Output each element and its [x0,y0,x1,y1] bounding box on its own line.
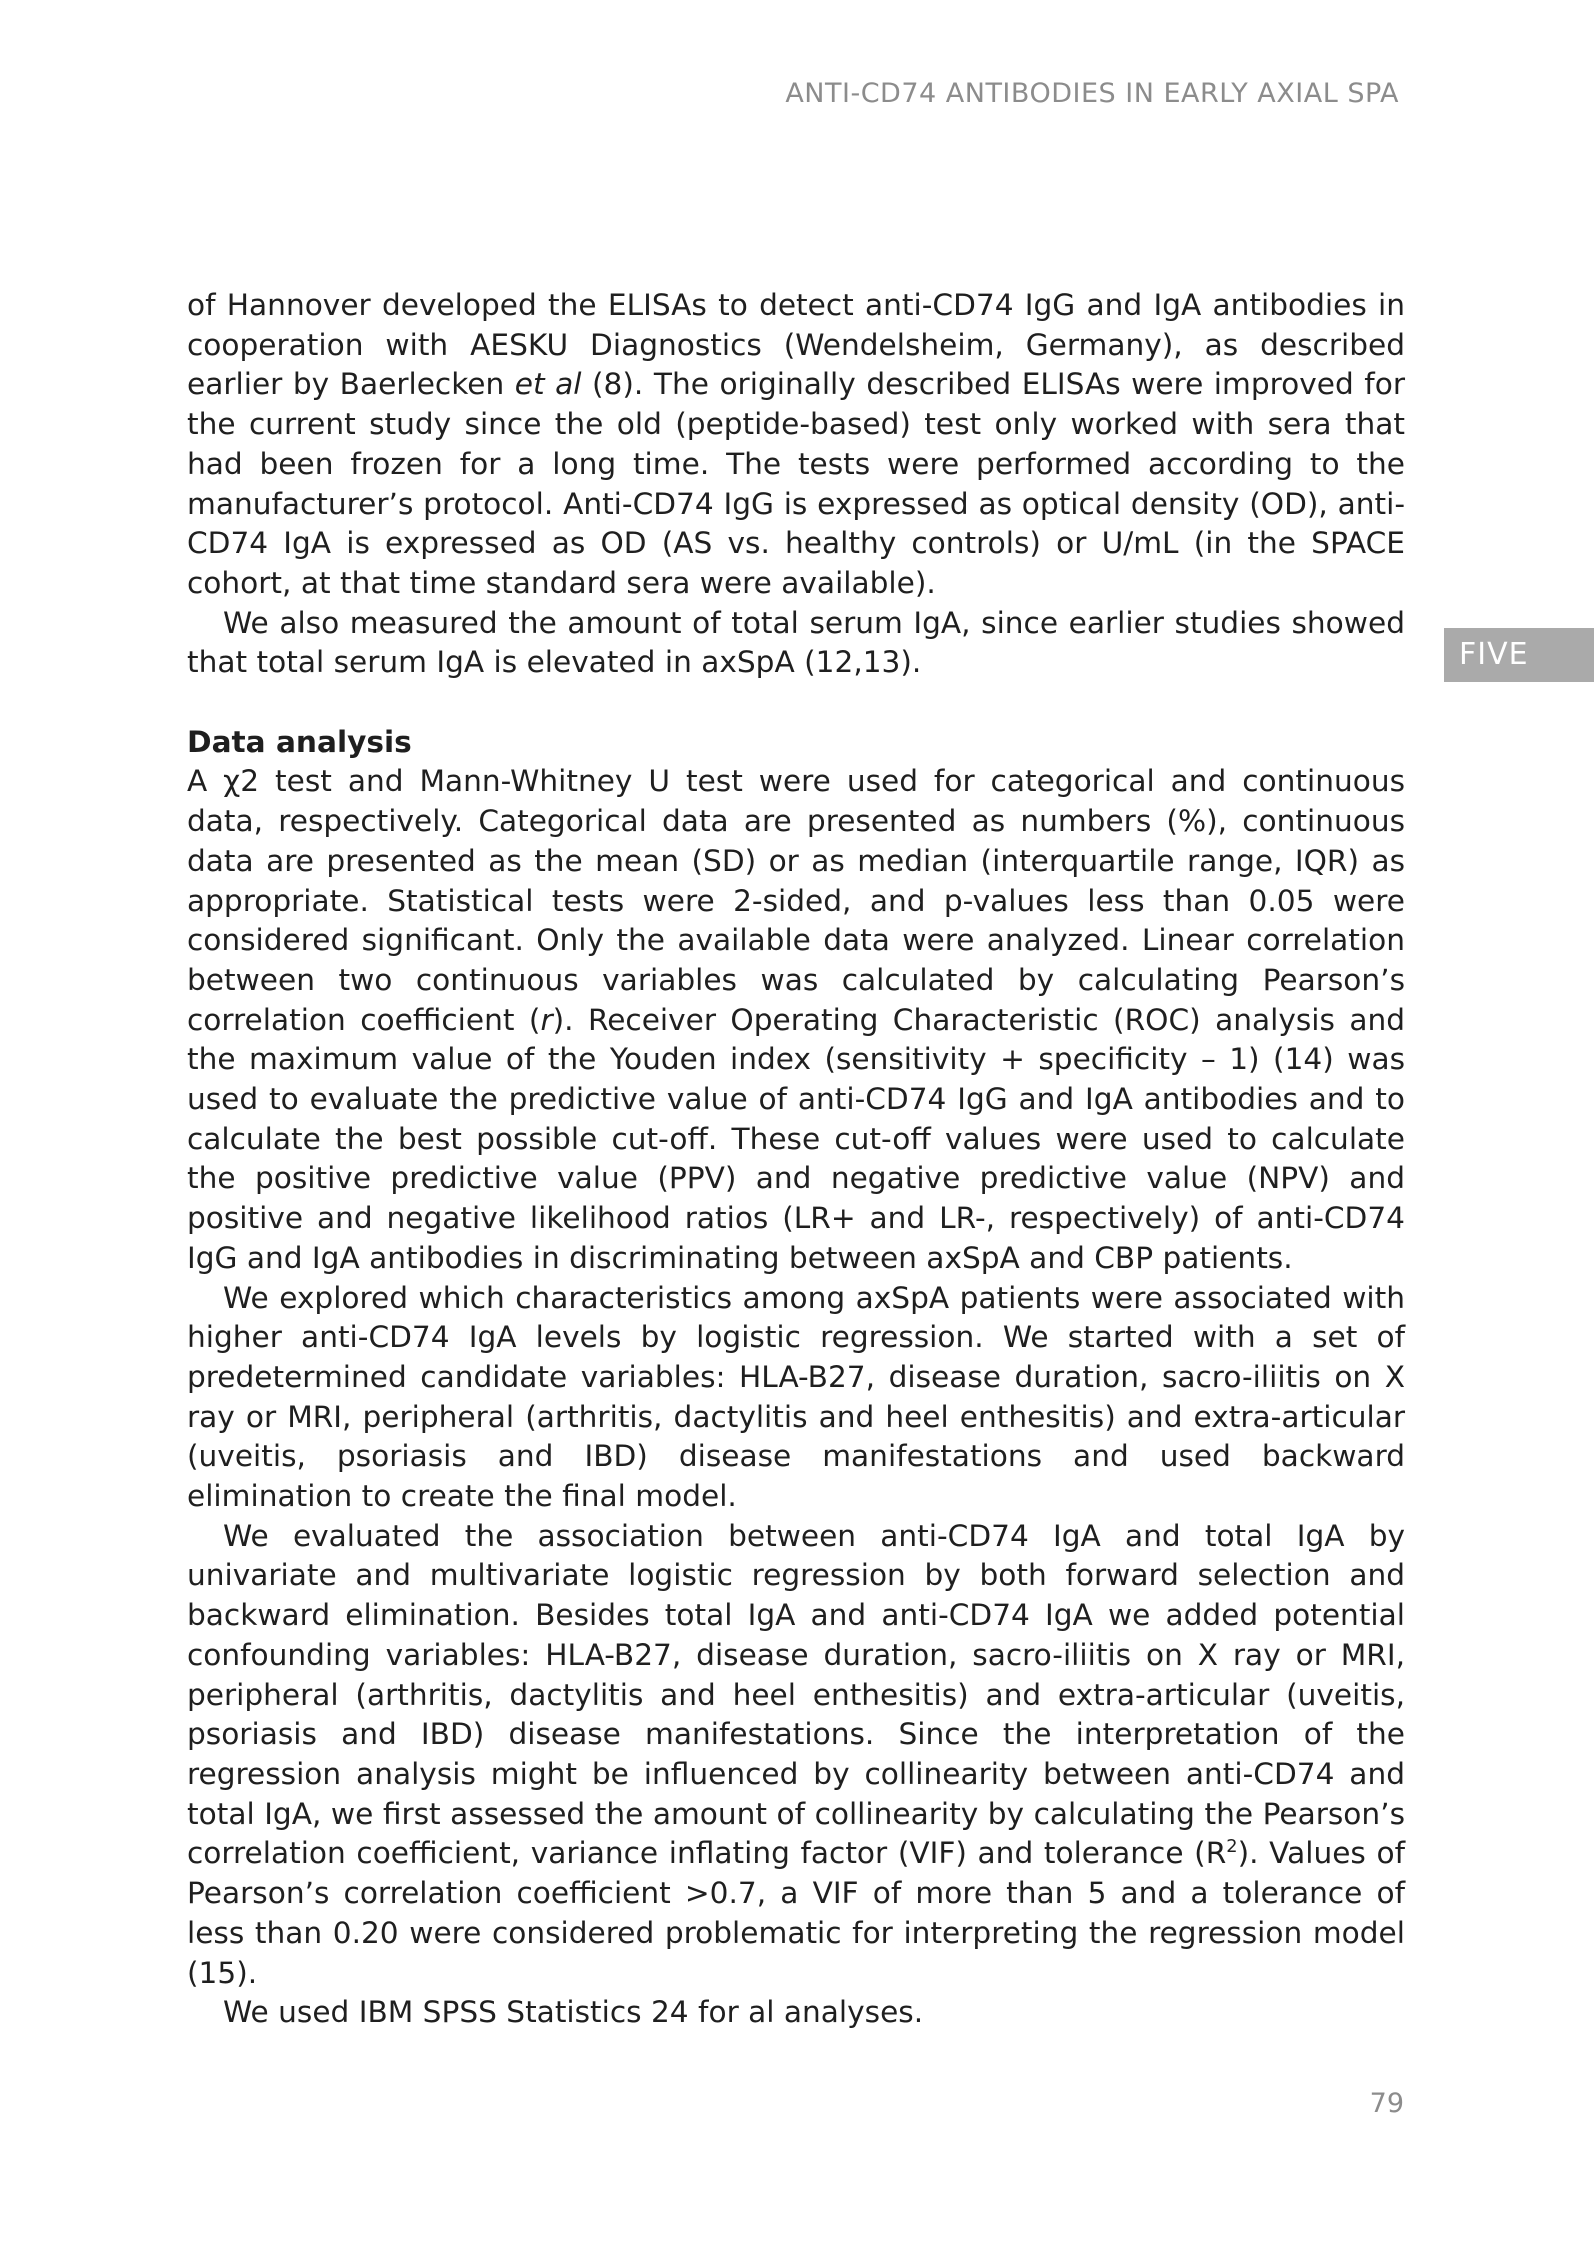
italic-text: r [540,1002,553,1037]
paragraph-text: of Hannover developed the ELISAs to detect anti-CD74 IgG and IgA antibodies in cooperation with AESKU Diagnostics (Wendelsheim, Germany), as described earlier by Baerlecken [187,288,1405,402]
paragraph-text: We evaluated the association between anti-CD74 IgA and total IgA by univariate and multivariate logistic regression by both forward selection and backward elimination. Besides total IgA and anti-CD74 IgA we added potential confounding variables: HLA-B27, disease duration, sacro-iliitis on X ray or MRI, peripheral (arthritis, dactylitis and heel enthesitis) and extra-articular (uveitis, psoriasis and IBD) disease manifestations. Since the interpretation of the regression analysis might be influenced by collinearity between anti-CD74 and total IgA, we first assessed the amount of collinearity by calculating the Pearson’s correlation coefficient, variance inflating factor (VIF) and tolerance (R [187,1518,1405,1871]
italic-text: et al [514,367,582,402]
page-number: 79 [1369,2088,1404,2119]
paragraph-text: A χ2 test and Mann-Whitney U test were used for categorical and continuous data, respectively. Categorical data are presented as numbers (%), continuous data are presented as the mean (SD) or as median (interquartile range, IQR) as appropriate. Statistical tests were 2-sided, and p-values less than 0.05 were considered significant. Only the available data were analyzed. Linear correlation between two continuous variables was calculated by calculating Pearson’s correlation coefficient ( [187,764,1405,1037]
chapter-tab: FIVE [1444,628,1594,682]
superscript: 2 [1226,1837,1238,1858]
paragraph-total-iga: We also measured the amount of total serum IgA, since earlier studies showed that total serum IgA is elevated in axSpA (12,13). [187,605,1405,680]
paragraph-text: ). Receiver Operating Characteristic (ROC) analysis and the maximum value of the Youden index (sensitivity + specificity – 1) (14) was used to evaluate the predictive value of anti-CD74 IgG and IgA antibodies and to calculate the best possible cut-off. These cut-off values were used to calculate the positive predictive value (PPV) and negative predictive value (NPV) and positive and negative likelihood ratios (LR+ and LR-, respectively) of anti-CD74 IgG and IgA antibodies in discriminating between axSpA and CBP patients. [187,1002,1406,1275]
section-heading: Data analysis [187,724,412,759]
paragraph-statistics [187,762,1405,1278]
paragraph-collinearity [187,1517,1405,1993]
paragraph-logistic-regression: We explored which characteristics among axSpA patients were associated with higher anti-CD74 IgA levels by logistic regression. We started with a set of predetermined candidate variables: HLA-B27, disease duration, sacro-iliitis on X ray or MRI, peripheral (arthritis, dactylitis and heel enthesitis) and extra-articular (uveitis, psoriasis and IBD) disease manifestations and used backward elimination to create the final model. [187,1280,1405,1514]
body-text [187,286,1405,2033]
running-head: ANTI-CD74 ANTIBODIES IN EARLY AXIAL SPA [785,78,1399,109]
paragraph-methods-elisa [187,286,1405,604]
paragraph-text: ). Values of Pearson’s correlation coefficient >0.7, a VIF of more than 5 and a tolerance of less than 0.20 were considered problematic for interpreting the regression model (15). [187,1836,1406,1990]
paragraph-text: (8). The originally described ELISAs were improved for the current study since the old (peptide-based) test only worked with sera that had been frozen for a long time. The tests were performed according to the manufacturer’s protocol. Anti-CD74 IgG is expressed as optical density (OD), anti-CD74 IgA is expressed as OD (AS vs. healthy controls) or U/mL (in the SPACE cohort, at that time standard sera were available). [187,367,1405,600]
paragraph-software: We used IBM SPSS Statistics 24 for al analyses. [223,1995,924,2030]
